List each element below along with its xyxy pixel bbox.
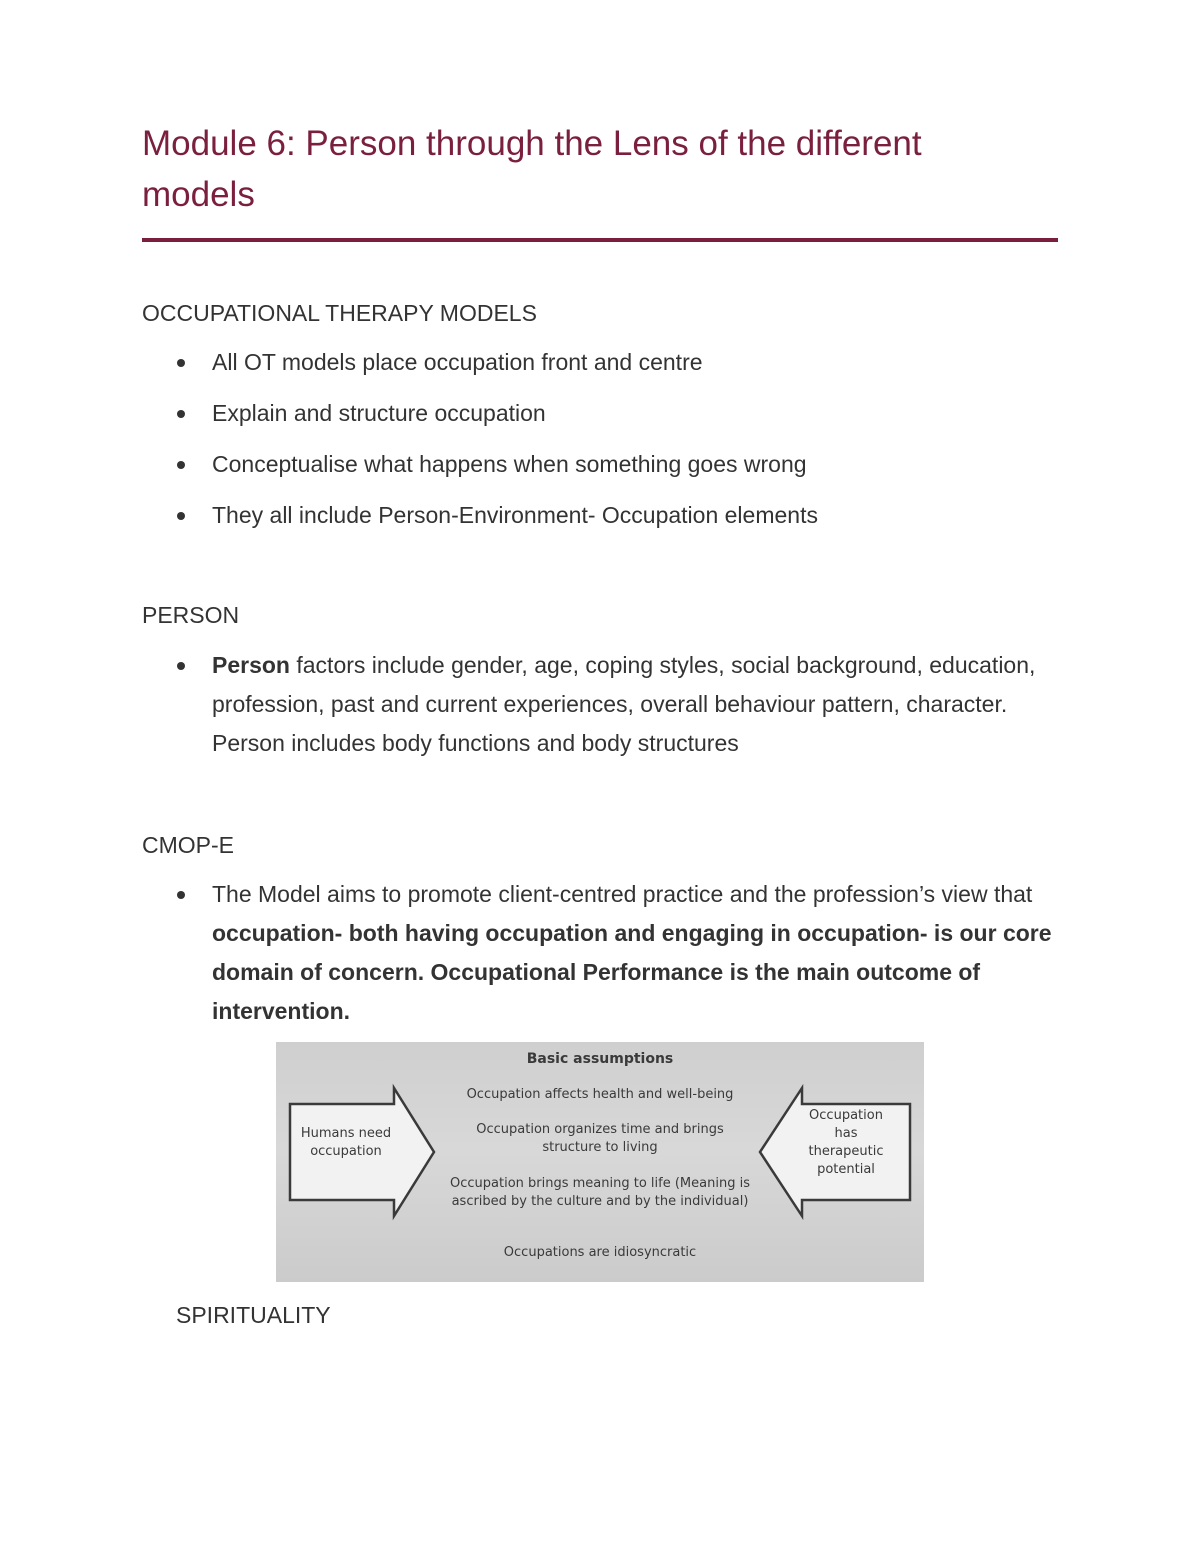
person-list [142, 646, 1062, 763]
list-item [142, 394, 1062, 433]
page-title: Module 6: Person through the Lens of the different models [142, 124, 922, 214]
bullet-icon [177, 359, 185, 367]
list-item [142, 875, 1062, 1031]
list-item-text: All OT models place occupation front and centre [212, 349, 703, 375]
list-item-text: They all include Person-Environment- Occupation elements [212, 502, 818, 528]
assumption-3: Occupation brings meaning to life (Meaning is ascribed by the culture and by the individual) [450, 1176, 750, 1209]
section-heading-spirituality: SPIRITUALITY [176, 1302, 331, 1328]
right-arrow-label: Occupation has therapeutic potential [808, 1108, 884, 1177]
left-arrow-label: Humans need occupation [300, 1126, 392, 1159]
section-heading-person: PERSON [142, 602, 240, 628]
bullet-icon [177, 662, 185, 670]
cmop-e-bold-text: occupation- both having occupation and engaging in occupation- is our core domain of concern. Occupational Performance is the main outcome of intervention. [212, 920, 1052, 1024]
ot-models-list [142, 343, 1062, 547]
basic-assumptions-figure [276, 1042, 924, 1282]
bullet-icon [177, 461, 185, 469]
title-divider [142, 238, 1058, 242]
assumption-2: Occupation organizes time and brings structure to living [476, 1122, 724, 1155]
cmop-e-lead-text: The Model aims to promote client-centred practice and the profession’s view that [212, 881, 1033, 907]
list-item-text: Explain and structure occupation [212, 400, 546, 426]
assumption-4: Occupations are idiosyncratic [503, 1245, 697, 1260]
list-item [142, 496, 1062, 535]
list-item [142, 343, 1062, 382]
assumption-1: Occupation affects health and well-being [466, 1087, 734, 1102]
list-item [142, 445, 1062, 484]
list-item [142, 646, 1062, 763]
figure-title: Basic assumptions [526, 1051, 674, 1067]
bullet-icon [177, 891, 185, 899]
bullet-icon [177, 512, 185, 520]
person-bold-lead: Person [212, 652, 290, 678]
bullet-icon [177, 410, 185, 418]
cmop-e-list [142, 875, 1062, 1031]
person-factors-text: factors include gender, age, coping styles, social background, education, profession, past and current experiences, overall behaviour pattern, character. Person includes body functions and body structures [212, 652, 1036, 756]
section-heading-ot-models: OCCUPATIONAL THERAPY MODELS [142, 300, 537, 326]
list-item-text: Conceptualise what happens when something goes wrong [212, 451, 807, 477]
section-heading-cmop-e: CMOP-E [142, 832, 234, 858]
